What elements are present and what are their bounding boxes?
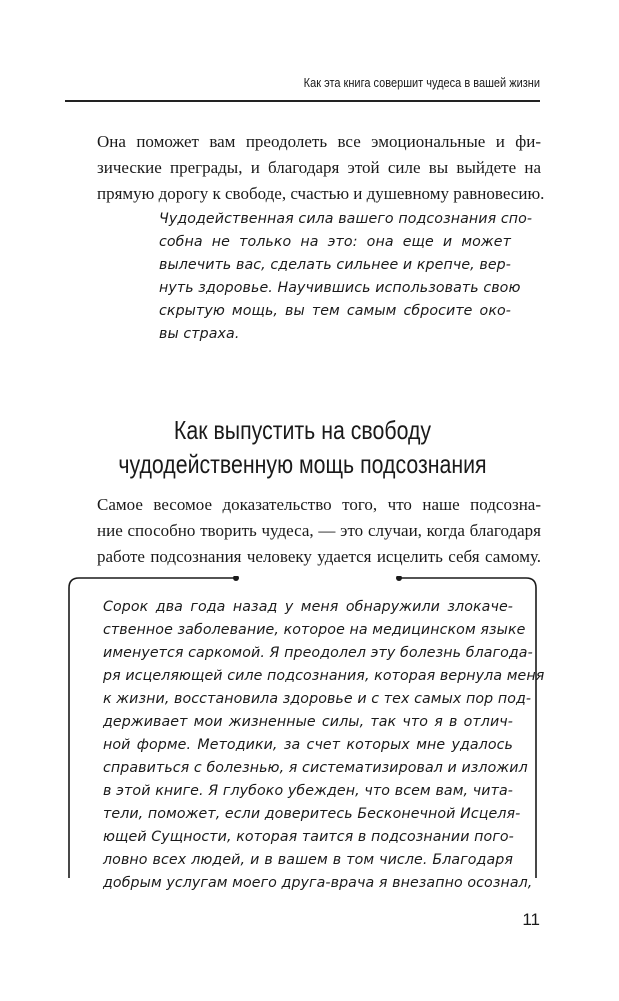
paragraph-line: Самое весомое доказательство того, что наше подсозна- xyxy=(97,495,541,514)
quote-line: скрытую мощь, вы тем самым сбросите око- xyxy=(159,303,511,319)
page-number: 11 xyxy=(522,910,540,929)
quote-line: вы страха. xyxy=(159,326,240,342)
highlight-quote xyxy=(159,208,533,346)
quote-line: вылечить вас, сделать сильнее и крепче, вер- xyxy=(159,257,511,273)
testimonial-line: справиться с болезнью, я систематизировал и изложил xyxy=(103,760,528,776)
testimonial-line: в этой книге. Я глубоко убежден, что всем вам, чита- xyxy=(103,783,513,799)
paragraph-1 xyxy=(97,129,545,207)
paragraph-line: зические преграды, и благодаря этой силе вы выйдете на xyxy=(97,158,541,177)
paragraph-line: прямую дорогу к свободе, счастью и душевному равновесию. xyxy=(97,184,545,203)
testimonial-line: именуется саркомой. Я преодолел эту болезнь благода- xyxy=(103,645,533,661)
paragraph-line: ние способно творить чудеса, — это случаи, когда благодаря xyxy=(97,521,541,540)
testimonial-line: добрым услугам моего друга-врача я внезапно осознал, xyxy=(103,875,533,891)
running-head: Как эта книга совершит чудеса в вашей жизни xyxy=(303,76,540,90)
testimonial-line: ственное заболевание, которое на медицинском языке xyxy=(103,622,526,638)
frame-dot xyxy=(396,576,402,581)
quote-line: собна не только на это: она еще и может xyxy=(159,234,511,250)
heading-line: Как выпустить на свободу xyxy=(173,415,432,445)
testimonial-text xyxy=(103,596,545,895)
quote-line: Чудодейственная сила вашего подсознания спо- xyxy=(159,211,533,227)
frame-dot xyxy=(233,576,239,581)
testimonial-line: ловно всех людей, и в вашем в том числе. Благодаря xyxy=(103,852,513,868)
paragraph-2 xyxy=(97,492,541,570)
heading-line: чудодейственную мощь подсознания xyxy=(118,449,487,479)
paragraph-line: работе подсознания человеку удается исцелить себя самому. xyxy=(97,547,541,566)
testimonial-line: ющей Сущности, которая таится в подсознании пого- xyxy=(103,829,514,845)
section-heading xyxy=(108,413,498,481)
testimonial-line: Сорок два года назад у меня обнаружили злокаче- xyxy=(103,599,513,615)
testimonial-line: тели, поможет, если доверитесь Бесконечной Исцеля- xyxy=(103,806,521,822)
quote-line: нуть здоровье. Научившись использовать свою xyxy=(159,280,521,296)
paragraph-line: Она поможет вам преодолеть все эмоциональные и фи- xyxy=(97,132,541,151)
testimonial-line: ной форме. Методики, за счет которых мне удалось xyxy=(103,737,513,753)
testimonial-line: ря исцеляющей силе подсознания, которая вернула меня xyxy=(103,668,545,684)
testimonial-line: держивает мои жизненные силы, так что я в отлич- xyxy=(103,714,513,730)
testimonial-line: к жизни, восстановила здоровье и с тех самых пор под- xyxy=(103,691,532,707)
header-rule xyxy=(65,100,540,102)
